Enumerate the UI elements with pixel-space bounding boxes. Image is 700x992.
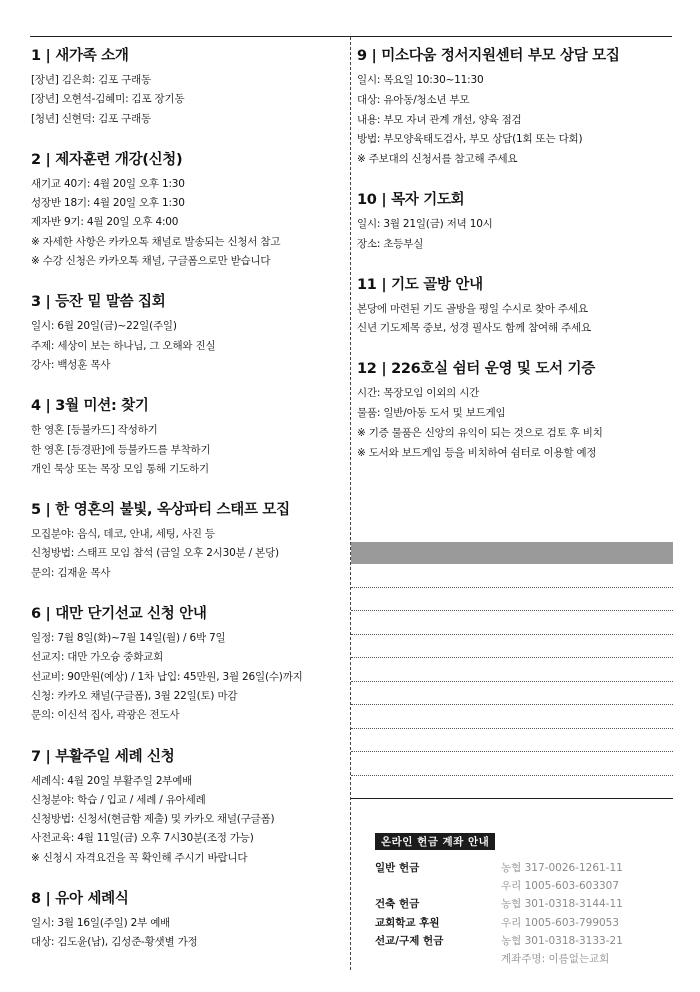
notice-line: 문의: 김재윤 목사	[31, 566, 111, 579]
notice-line: ※ 수강 신청은 카카오톡 채널, 구글폼으로만 받습니다	[31, 255, 271, 268]
bank-row	[375, 931, 675, 949]
notice-line: [장년] 오현석-김혜미: 김포 장기동	[31, 93, 185, 106]
notice-line: 한 영혼 [등불카드] 작성하기	[31, 424, 158, 437]
notice-line: 일시: 3월 21일(금) 저녁 10시	[357, 217, 493, 230]
notice-section-9	[357, 44, 675, 170]
notice-section-10	[357, 188, 675, 255]
bank-account-holder: 계좌주명: 이름없는교회	[501, 953, 610, 966]
bank-row	[375, 858, 675, 876]
notice-line: 성장반 18기: 4월 20일 오후 1:30	[31, 197, 185, 210]
notice-line: 일정: 7월 8일(화)~7월 14일(월) / 6박 7일	[31, 632, 226, 645]
notice-line: 신년 기도제목 중보, 성경 필사도 함께 참여해 주세요	[357, 322, 591, 335]
bank-label: 교회학교 후원	[375, 916, 440, 929]
memo-line	[351, 776, 673, 800]
notice-title: 5 | 한 영혼의 불빛, 옥상파티 스태프 모집	[31, 502, 290, 519]
notice-line: ※ 자세한 사항은 카카오톡 채널로 발송되는 신청서 참고	[31, 235, 281, 248]
notice-line: 방법: 부모양육태도검사, 부모 상담(1회 또는 다회)	[357, 133, 583, 146]
notice-line: 물품: 일반/아동 도서 및 보드게임	[357, 406, 506, 419]
bank-account: 우리 1005-603-799053	[501, 916, 620, 929]
memo-header-band	[351, 542, 673, 564]
notice-line: 문의: 이신석 집사, 곽광은 전도사	[31, 709, 180, 722]
left-column	[31, 44, 346, 972]
bank-label: 건축 헌금	[375, 898, 420, 911]
notice-title: 9 | 미소다움 정서지원센터 부모 상담 모집	[357, 48, 620, 64]
bank-account-box	[375, 830, 675, 968]
notice-line: 강사: 백성훈 목사	[31, 358, 111, 371]
bank-row	[375, 949, 675, 967]
notice-line: 일시: 3월 16일(주일) 2부 예배	[31, 917, 171, 930]
notice-line: 신청: 카카오 채널(구글폼), 3월 22일(토) 마감	[31, 689, 238, 702]
notice-line: 내용: 부모 자녀 관계 개선, 양육 점검	[357, 113, 522, 126]
notice-line: 시간: 목장모임 이외의 시간	[357, 387, 480, 400]
bank-label: 선교/구제 헌금	[375, 934, 444, 947]
notice-line: 주제: 세상이 보는 하나님, 그 오해와 진실	[31, 339, 216, 352]
column-divider	[350, 37, 351, 970]
notice-line: 일시: 6월 20일(금)~22일(주일)	[31, 320, 177, 333]
notice-section-2	[31, 148, 346, 271]
notice-title: 1 | 새가족 소개	[31, 48, 129, 64]
memo-line	[351, 658, 673, 682]
bank-row	[375, 876, 675, 894]
notice-title: 10 | 목자 기도회	[357, 191, 465, 208]
notice-line: 대상: 유아동/청소년 부모	[357, 93, 470, 106]
bank-account: 농협 301-0318-3133-21	[501, 934, 623, 947]
notice-line: ※ 신청시 자격요건을 꼭 확인해 주시기 바랍니다	[31, 851, 248, 864]
bank-account: 우리 1005-603-603307	[501, 879, 620, 892]
notice-line: 제자반 9기: 4월 20일 오후 4:00	[31, 216, 179, 229]
notice-title: 11 | 기도 골방 안내	[357, 276, 483, 293]
notice-section-5	[31, 498, 346, 583]
notice-line: 선교비: 90만원(예상) / 1차 납입: 45만원, 3월 26일(수)까지	[31, 670, 303, 683]
notice-line: 신청분야: 학습 / 입교 / 세례 / 유아세례	[31, 793, 206, 806]
bank-row	[375, 895, 675, 913]
notice-line: 본당에 마련된 기도 골방을 평일 수시로 찾아 주세요	[357, 302, 588, 315]
notice-title: 6 | 대만 단기선교 신청 안내	[31, 606, 207, 623]
bank-label: 일반 헌금	[375, 861, 420, 874]
bank-title: 온라인 헌금 계좌 안내	[375, 833, 495, 850]
notice-line: 신청방법: 스태프 모임 참석 (금일 오후 2시30분 / 본당)	[31, 547, 279, 560]
bank-account: 농협 301-0318-3144-11	[501, 898, 623, 911]
notice-section-12	[357, 357, 675, 463]
notice-title: 12 | 226호실 쉼터 운영 및 도서 기증	[357, 361, 595, 378]
notice-line: ※ 기증 물품은 신앙의 유익이 되는 것으로 검토 후 비치	[357, 426, 603, 439]
notice-line: 세례식: 4월 20일 부활주일 2부예배	[31, 774, 193, 787]
notice-section-8	[31, 887, 346, 953]
notice-section-3	[31, 290, 346, 375]
bank-account: 농협 317-0026-1261-11	[501, 861, 623, 874]
notice-line: 새기교 40기: 4월 20일 오후 1:30	[31, 177, 185, 190]
memo-line	[351, 705, 673, 729]
memo-line	[351, 729, 673, 753]
memo-line	[351, 611, 673, 635]
notice-line: 사전교육: 4월 11일(금) 오후 7시30분(조정 가능)	[31, 832, 254, 845]
memo-line	[351, 635, 673, 659]
notice-title: 2 | 제자훈련 개강(신청)	[31, 151, 183, 168]
notice-line: 일시: 목요일 10:30~11:30	[357, 74, 484, 86]
notice-title: 4 | 3월 미션: 찾기	[31, 398, 149, 415]
notice-title: 7 | 부활주일 세례 신청	[31, 748, 175, 765]
notice-line: 장소: 초등부실	[357, 237, 424, 250]
notice-line: ※ 주보대의 신청서를 참고해 주세요	[357, 153, 518, 166]
notice-line: 개인 묵상 또는 목장 모임 통해 기도하기	[31, 462, 209, 475]
notice-line: 한 영혼 [등경판]에 등불카드를 부착하기	[31, 443, 211, 456]
memo-line	[351, 752, 673, 776]
notice-line: 대상: 김도윤(남), 김성준-황샛별 가정	[31, 936, 198, 949]
notice-section-7	[31, 745, 346, 868]
notice-section-6	[31, 602, 346, 725]
memo-line	[351, 682, 673, 706]
notice-line: 모집분야: 음식, 데코, 안내, 세팅, 사진 등	[31, 528, 215, 541]
top-rule	[30, 36, 672, 37]
notice-line: 선교지: 대만 가오슝 중화교회	[31, 651, 164, 664]
notice-section-4	[31, 394, 346, 479]
notice-line: ※ 도서와 보드게임 등을 비치하여 쉼터로 이용할 예정	[357, 446, 597, 459]
notice-section-1	[31, 44, 346, 129]
memo-line	[351, 588, 673, 612]
bank-row	[375, 913, 675, 931]
right-column	[357, 44, 675, 481]
notice-line: [청년] 신현덕: 김포 구래동	[31, 112, 151, 125]
notice-line: 신청방법: 신청서(현금함 제출) 및 카카오 채널(구글폼)	[31, 813, 275, 826]
memo-line	[351, 564, 673, 588]
notice-title: 3 | 등잔 밑 말씀 집회	[31, 294, 166, 311]
notice-title: 8 | 유아 세례식	[31, 891, 129, 908]
notice-section-11	[357, 273, 675, 340]
memo-lines	[351, 564, 673, 799]
notice-line: [장년] 김은희: 김포 구래동	[31, 74, 151, 86]
